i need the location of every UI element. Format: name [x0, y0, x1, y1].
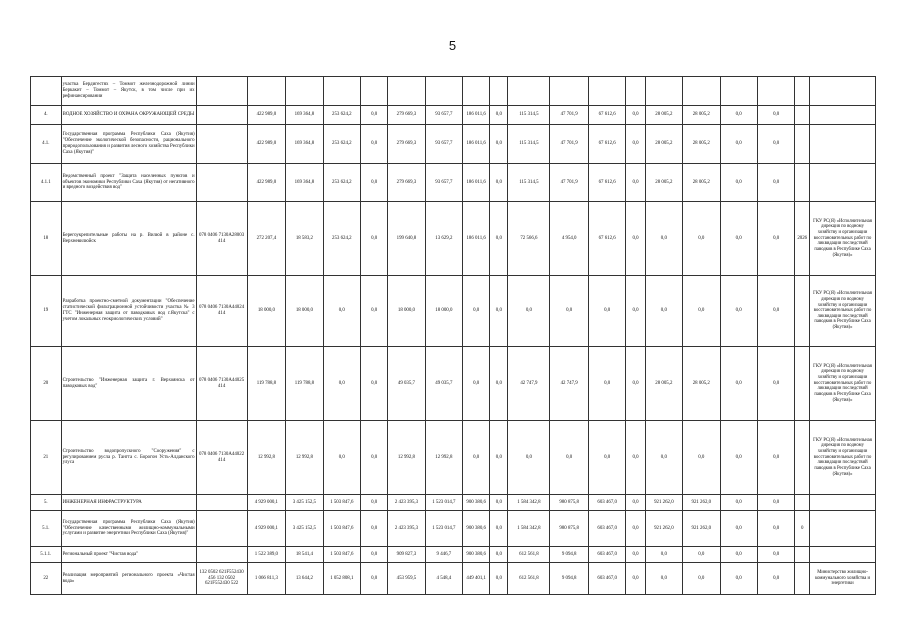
table-cell: 0,0 [361, 164, 388, 202]
table-cell [286, 77, 323, 106]
table-cell [795, 164, 810, 202]
table-cell: 47 701,9 [550, 106, 589, 125]
table-cell: 93 657,7 [425, 164, 462, 202]
table-cell: 0,0 [463, 421, 490, 495]
table-cell: 453 959,5 [388, 563, 425, 595]
table-cell: 18 541,4 [286, 547, 323, 563]
table-cell: Берегоукрепительные работы на р. Вилюй в районе с. Верхневилюйск [61, 202, 196, 276]
table-cell: 279 669,3 [388, 125, 425, 164]
table-body [31, 77, 876, 595]
table-cell: 422 989,0 [247, 106, 286, 125]
table-cell: 0,0 [626, 202, 645, 276]
table-cell: 12 992,8 [388, 421, 425, 495]
table-cell: 0,0 [757, 106, 794, 125]
table-cell: 980 875,8 [550, 511, 589, 547]
table-cell: 078 0406 7130A44024 414 [196, 276, 247, 347]
table-cell: 186 011,6 [463, 106, 490, 125]
table-cell: 9 094,8 [550, 563, 589, 595]
table-cell: 0,0 [361, 202, 388, 276]
table-cell: 279 669,3 [388, 164, 425, 202]
table-cell: 47 701,9 [550, 164, 589, 202]
table-cell: 169 364,8 [286, 125, 323, 164]
table-cell [720, 77, 757, 106]
table-cell: 28 005,2 [645, 164, 682, 202]
table-cell: 169 364,8 [286, 106, 323, 125]
table-cell: 1 066 811,3 [247, 563, 286, 595]
table-cell: Ведомственный проект "Защита населенных пунктов и объектов экономики Республики Саха (Якутия) от негативного и вредного воздействия вод" [61, 164, 196, 202]
table-cell: 93 657,7 [425, 125, 462, 164]
table-cell: 0,0 [757, 202, 794, 276]
table-cell [645, 77, 682, 106]
table-cell: 4 929 000,1 [247, 511, 286, 547]
table-row [31, 511, 876, 547]
table-cell: Министерство жилищно-коммунального хозяйства и энергетики [810, 563, 876, 595]
table-cell: ВОДНОЕ ХОЗЯЙСТВО И ОХРАНА ОКРУЖАЮЩЕЙ СРЕДЫ [61, 106, 196, 125]
table-cell: 20 [31, 347, 62, 421]
table-cell: 93 657,7 [425, 106, 462, 125]
table-cell: 0,0 [720, 202, 757, 276]
table-cell [810, 125, 876, 164]
table-cell: 0,0 [720, 495, 757, 511]
table-cell: 2 423 395,3 [388, 511, 425, 547]
table-cell: 0,0 [757, 511, 794, 547]
table-cell [795, 495, 810, 511]
table-cell: 28 005,2 [645, 347, 682, 421]
table-cell: 18 [31, 202, 62, 276]
table-cell: 9 446,7 [425, 547, 462, 563]
table-cell: 0,0 [361, 563, 388, 595]
table-cell: ГКУ РС(Я) «Исполнительная дирекция по водному хозяйству и организации восстановительных работ по ликвидации последствий паводков в Республике Саха (Якутия)» [810, 421, 876, 495]
table-cell: 253 624,2 [323, 202, 360, 276]
table-cell [247, 77, 286, 106]
table-cell: 0,0 [757, 547, 794, 563]
table-row [31, 77, 876, 106]
table-cell [588, 77, 625, 106]
table-cell: 0,0 [626, 495, 645, 511]
table-cell: 28 005,2 [683, 125, 720, 164]
table-cell: 186 011,6 [463, 202, 490, 276]
table-cell: 28 005,2 [683, 347, 720, 421]
table-cell: 3 425 152,5 [286, 495, 323, 511]
table-cell: 0,0 [361, 276, 388, 347]
table-cell: 0,0 [626, 164, 645, 202]
table-cell [196, 125, 247, 164]
table-cell: 0,0 [490, 347, 508, 421]
table-cell: 0,0 [550, 421, 589, 495]
table-cell [196, 77, 247, 106]
table-cell [626, 77, 645, 106]
table-cell [323, 77, 360, 106]
table-cell: 18 000,0 [388, 276, 425, 347]
table-cell: 279 669,3 [388, 106, 425, 125]
table-cell: 0,0 [490, 106, 508, 125]
table-cell: Строительство водопропускного "Сооружения" с регулированием русла р. Тангта с. Борогон Усть-Алданского улуса [61, 421, 196, 495]
table-cell: 0,0 [683, 563, 720, 595]
table-cell: 199 640,8 [388, 202, 425, 276]
table-cell: 0,0 [323, 421, 360, 495]
table-cell: 0,0 [757, 563, 794, 595]
table-cell [810, 164, 876, 202]
table-cell: 42 747,9 [508, 347, 550, 421]
table-cell: 078 0406 7130A28003 414 [196, 202, 247, 276]
table-cell: 0,0 [490, 202, 508, 276]
table-cell: 42 747,9 [550, 347, 589, 421]
table-cell [810, 106, 876, 125]
table-cell [196, 106, 247, 125]
table-cell: 5.1. [31, 511, 62, 547]
table-cell: 0,0 [757, 276, 794, 347]
table-cell: 0,0 [757, 347, 794, 421]
table-cell: 0,0 [720, 421, 757, 495]
table-cell: 0,0 [361, 495, 388, 511]
table-cell: 0,0 [490, 547, 508, 563]
table-cell: 0,0 [645, 547, 682, 563]
table-cell: 115 314,5 [508, 106, 550, 125]
table-cell: 0,0 [683, 276, 720, 347]
table-cell: 0,0 [626, 563, 645, 595]
table-cell: 603 467,0 [588, 511, 625, 547]
table-cell: 13 629,2 [425, 202, 462, 276]
table-cell: участка Бердигестях – Томмот железнодорожной линии Беркакит – Томмот – Якутск, в том числе при их рефинансировании [61, 77, 196, 106]
table-cell: 28 005,2 [645, 106, 682, 125]
table-cell: 0,0 [490, 276, 508, 347]
table-cell: 0,0 [361, 511, 388, 547]
table-cell: 67 612,6 [588, 202, 625, 276]
table-cell: 0,0 [626, 511, 645, 547]
table-cell: 0,0 [490, 563, 508, 595]
table-cell [490, 77, 508, 106]
table-cell: 0,0 [757, 421, 794, 495]
table-cell: 0,0 [361, 106, 388, 125]
table-cell: 0,0 [361, 347, 388, 421]
table-cell: 12 992,8 [286, 421, 323, 495]
table-cell [795, 77, 810, 106]
table-cell: 2 423 395,3 [388, 495, 425, 511]
table-cell: ГКУ РС(Я) «Исполнительная дирекция по водному хозяйству и организации восстановительных работ по ликвидации последствий паводков в Республике Саха (Якутия)» [810, 202, 876, 276]
table-cell: ГКУ РС(Я) «Исполнительная дирекция по водному хозяйству и организации восстановительных работ по ликвидации последствий паводков в Республике Саха (Якутия)» [810, 276, 876, 347]
table-cell: 0,0 [490, 511, 508, 547]
table-cell [810, 77, 876, 106]
table-cell: 1 503 847,6 [323, 511, 360, 547]
table-cell: 47 701,9 [550, 125, 589, 164]
table-cell: 0,0 [720, 276, 757, 347]
table-cell: 28 005,2 [683, 164, 720, 202]
table-row [31, 563, 876, 595]
table-cell: 132 0502 621F552430 456 132 0502 621F552430 522 [196, 563, 247, 595]
table-cell: 0,0 [626, 347, 645, 421]
table-cell: 18 000,0 [425, 276, 462, 347]
table-cell: 980 875,8 [550, 495, 589, 511]
table-cell: 119 788,8 [247, 347, 286, 421]
table-cell: 0,0 [720, 106, 757, 125]
table-cell: 0,0 [361, 421, 388, 495]
page-number: 5 [448, 38, 457, 53]
table-cell: 0,0 [490, 421, 508, 495]
table-cell: 603 467,0 [588, 563, 625, 595]
budget-table [30, 76, 876, 595]
table-cell [508, 77, 550, 106]
table-cell: 169 364,8 [286, 164, 323, 202]
table-cell: 9 094,8 [550, 547, 589, 563]
table-cell: 67 612,6 [588, 106, 625, 125]
table-cell [810, 547, 876, 563]
table-cell: 4.1. [31, 125, 62, 164]
table-row [31, 125, 876, 164]
table-cell: 4 954,0 [550, 202, 589, 276]
table-cell: 909 827,3 [388, 547, 425, 563]
table-cell: 5. [31, 495, 62, 511]
table-cell: 253 624,2 [323, 125, 360, 164]
table-cell: Государственная программа Республики Саха (Якутия) "Обеспечение экологической безопасности, рационального природопользования и развития лесного хозяйства Республики Саха (Якутия)" [61, 125, 196, 164]
table-cell: 921 262,0 [683, 511, 720, 547]
table-cell: 0,0 [550, 276, 589, 347]
table-cell: 49 035,7 [388, 347, 425, 421]
table-cell: 1 523 014,7 [425, 495, 462, 511]
table-cell: 1 523 014,7 [425, 511, 462, 547]
table-cell: 4 929 000,1 [247, 495, 286, 511]
table-cell: 0,0 [720, 347, 757, 421]
table-cell: 4 548,4 [425, 563, 462, 595]
table-cell: 19 [31, 276, 62, 347]
table-cell: 422 989,0 [247, 164, 286, 202]
table-cell [795, 563, 810, 595]
table-cell: 0,0 [757, 125, 794, 164]
table-cell: 0,0 [720, 125, 757, 164]
table-cell: 0,0 [683, 547, 720, 563]
table-cell: 3 425 152,5 [286, 511, 323, 547]
table-cell: 1 584 342,8 [508, 495, 550, 511]
table-cell: 5.1.1. [31, 547, 62, 563]
table-cell: 900 380,6 [463, 495, 490, 511]
table-cell: 186 011,6 [463, 164, 490, 202]
table-cell: 0,0 [757, 495, 794, 511]
table-cell [388, 77, 425, 106]
table-cell: 0,0 [361, 125, 388, 164]
table-cell: 0,0 [463, 347, 490, 421]
table-cell [795, 547, 810, 563]
table-cell [196, 511, 247, 547]
table-cell: 186 011,6 [463, 125, 490, 164]
table-cell: 078 0406 7130A44022 414 [196, 421, 247, 495]
table-row [31, 547, 876, 563]
table-row [31, 106, 876, 125]
table-cell: 67 612,6 [588, 164, 625, 202]
table-cell: 921 262,0 [645, 495, 682, 511]
table-cell: 612 561,8 [508, 547, 550, 563]
table-cell [810, 511, 876, 547]
table-cell: 0,0 [361, 547, 388, 563]
table-cell: 0,0 [645, 421, 682, 495]
table-cell [196, 547, 247, 563]
table-cell: 18 583,2 [286, 202, 323, 276]
table-cell: 21 [31, 421, 62, 495]
table-cell: 0,0 [626, 421, 645, 495]
table-cell [196, 164, 247, 202]
table-cell: 0,0 [490, 495, 508, 511]
table-cell [425, 77, 462, 106]
table-cell [757, 77, 794, 106]
table-cell: 0,0 [626, 106, 645, 125]
table-cell: 49 035,7 [425, 347, 462, 421]
table-row [31, 347, 876, 421]
table-cell: 0,0 [588, 347, 625, 421]
table-cell: 12 992,8 [425, 421, 462, 495]
table-cell [795, 125, 810, 164]
table-cell: Государственная программа Республики Саха (Якутия) "Обеспечение качественными жилищно-коммунальными услугами и развитие энергетики Республики Саха (Якутия)" [61, 511, 196, 547]
table-cell: 078 0406 7130A44025 414 [196, 347, 247, 421]
table-cell: Строительство "Инженерная защита г. Верхоянска от паводковых вод" [61, 347, 196, 421]
table-cell: 0,0 [626, 547, 645, 563]
table-cell: 0,0 [645, 202, 682, 276]
table-cell: Разработка проектно-сметной документации "Обеспечение статистической фильтрационной устойчивости участка № 3 ГТС "Инженерная защита от паводковых вод г.Якутска" с учетом локальных геокриологических условий" [61, 276, 196, 347]
table-cell: 0,0 [645, 563, 682, 595]
table-cell: 1 052 808,1 [323, 563, 360, 595]
table-row [31, 202, 876, 276]
table-cell: 900 380,6 [463, 547, 490, 563]
table-cell: 119 788,8 [286, 347, 323, 421]
table-cell: ИНЖЕНЕРНАЯ ИНФРАСТРУКТУРА [61, 495, 196, 511]
table-row [31, 164, 876, 202]
table-cell: 921 262,0 [645, 511, 682, 547]
table-cell: 115 314,5 [508, 125, 550, 164]
table-cell: 2026 [795, 202, 810, 276]
table-cell [683, 77, 720, 106]
table-cell: 1 503 847,6 [323, 495, 360, 511]
table-row [31, 276, 876, 347]
table-cell: 0,0 [490, 164, 508, 202]
table-cell: 0,0 [323, 276, 360, 347]
table-cell: ГКУ РС(Я) «Исполнительная дирекция по водному хозяйству и организации восстановительных работ по ликвидации последствий паводков в Республике Саха (Якутия)» [810, 347, 876, 421]
table-cell: 1 584 342,8 [508, 511, 550, 547]
table-cell: 0,0 [720, 511, 757, 547]
table-cell: 0,0 [508, 421, 550, 495]
table-cell: 253 624,2 [323, 164, 360, 202]
table-cell: 0,0 [645, 276, 682, 347]
table-cell: 0,0 [720, 547, 757, 563]
table-cell [795, 106, 810, 125]
table-cell: 67 612,6 [588, 125, 625, 164]
table-cell: 900 380,6 [463, 511, 490, 547]
table-cell: 0,0 [323, 347, 360, 421]
table-row [31, 421, 876, 495]
table-cell: 28 005,2 [645, 125, 682, 164]
table-cell: 1 503 847,6 [323, 547, 360, 563]
table-cell [31, 77, 62, 106]
table-cell: 0 [795, 511, 810, 547]
table-cell: 921 262,0 [683, 495, 720, 511]
table-cell: 28 005,2 [683, 106, 720, 125]
table-cell: 4.1.1 [31, 164, 62, 202]
table-cell [810, 495, 876, 511]
table-cell: 0,0 [463, 276, 490, 347]
table-cell: 449 401,1 [463, 563, 490, 595]
table-cell: 0,0 [588, 421, 625, 495]
table-cell [361, 77, 388, 106]
table-cell: 603 467,0 [588, 547, 625, 563]
table-cell [795, 421, 810, 495]
table-cell [795, 276, 810, 347]
table-cell: Региональный проект "Чистая вода" [61, 547, 196, 563]
table-cell: 12 992,8 [247, 421, 286, 495]
table-cell: 22 [31, 563, 62, 595]
table-cell: 0,0 [588, 276, 625, 347]
table-cell: 0,0 [683, 202, 720, 276]
table-cell: 4. [31, 106, 62, 125]
table-cell: Реализация мероприятий регионального проекта «Чистая вода» [61, 563, 196, 595]
table-cell: 72 566,6 [508, 202, 550, 276]
table-cell [196, 495, 247, 511]
table-cell: 0,0 [626, 276, 645, 347]
table-cell: 0,0 [683, 421, 720, 495]
table-cell: 0,0 [720, 164, 757, 202]
table-cell: 0,0 [490, 125, 508, 164]
table-cell: 0,0 [757, 164, 794, 202]
table-cell: 0,0 [626, 125, 645, 164]
table-cell: 0,0 [720, 563, 757, 595]
table-cell: 115 314,5 [508, 164, 550, 202]
table-cell: 253 624,2 [323, 106, 360, 125]
table-cell: 1 522 389,0 [247, 547, 286, 563]
table-row [31, 495, 876, 511]
table-cell: 603 467,0 [588, 495, 625, 511]
table-cell: 612 561,8 [508, 563, 550, 595]
table-cell: 0,0 [508, 276, 550, 347]
table-cell: 422 989,0 [247, 125, 286, 164]
table-cell [463, 77, 490, 106]
table-cell: 272 207,4 [247, 202, 286, 276]
table-cell: 18 000,0 [247, 276, 286, 347]
table-cell: 18 000,0 [286, 276, 323, 347]
table-cell [795, 347, 810, 421]
table-cell: 13 644,2 [286, 563, 323, 595]
table-cell [550, 77, 589, 106]
